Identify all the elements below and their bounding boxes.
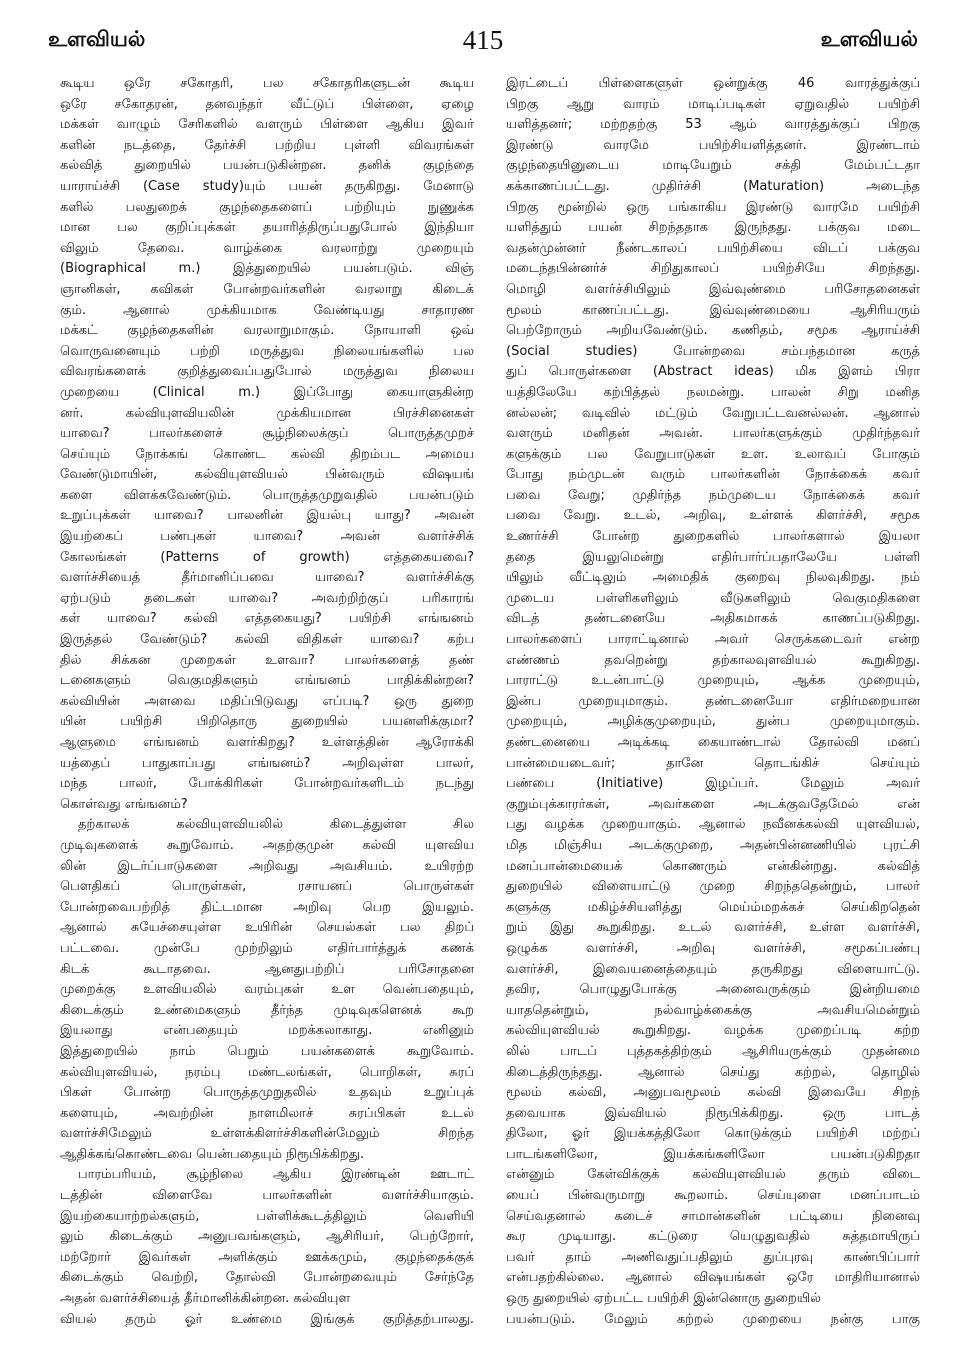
- text-line: போது நம்முடன் வரும் பாலர்களின் நோக்கைக் கவர்: [506, 467, 920, 483]
- text-line: தில் சிக்கன முறைகள் உளவா? பாலர்களைத் தண்: [60, 652, 474, 668]
- text-line: பிறகு ஆறு வாரம் மாடிப்படிகள் ஏறுவதில் பயிற்சி: [506, 96, 920, 112]
- text-line: கிடைக்கும் உண்மைகளும் தீர்ந்த முடிவுகளெனக் கூற: [60, 1002, 474, 1018]
- text-line: ஆதிக்கங்கொண்டவை யென்பதையும் நிரூபிக்கிறது.: [60, 1146, 365, 1162]
- text-line: மூலம் காணப்பட்டது. இவ்வுண்மையை ஆசிரியரும்: [506, 302, 920, 318]
- text-line: கிடைத்திருந்தது. ஆனால் செய்து கற்றல், தொழில்: [506, 1064, 920, 1080]
- text-line: இன்ப முறையுமாகும். தண்டனையோ எதிர்மறையான: [506, 693, 920, 709]
- running-title-right: உளவியல்: [820, 26, 918, 51]
- text-line: யாராய்ச்சி (Case study)யும் பயன் தருகிறது. மேனாடு: [60, 178, 474, 194]
- text-line: லும் கிடைக்கும் அனுபவங்களும், ஆசிரியர், பெற்றோர்,: [60, 1229, 474, 1245]
- text-line: னல்லன்; வடிவில் மட்டும் வேறுபட்டவனல்லன். ஆனால்: [506, 405, 920, 421]
- text-line: குழந்தையினுடைய மாடியேறும் சக்தி மேம்பட்டதா: [506, 158, 920, 174]
- text-line: பாலர்களைப் பாராட்டினால் அவர் செருக்கடைவர் என்ற: [506, 632, 920, 648]
- text-line: களின் நடத்தை, தேர்ச்சி பற்றிய புள்ளி விவரங்கள்: [60, 137, 474, 153]
- text-line: வியல் தரும் ஓர் உண்மை இங்குக் குறித்தற்பாலது.: [60, 1311, 474, 1327]
- text-line: மொழி வளர்ச்சியிலும் இவ்வுண்மை பரிசோதனைகள்: [506, 281, 920, 297]
- text-line: மான பல குறிப்புக்கள் தயாரித்திருப்பதுபோல் இந்தியா: [60, 220, 474, 236]
- text-line: யின் பயிற்சி பிறிதொரு துறையில் பயனளிக்குமா?: [60, 714, 474, 730]
- text-line: கோலங்கள் (Patterns of growth) எத்தகையவை?: [60, 549, 474, 565]
- text-line: ஒழுக்க வளர்ச்சி, அறிவு வளர்ச்சி, சமூகப்பண்பு: [506, 940, 920, 956]
- text-line: யாவை? பாலர்களைச் சூழ்நிலைக்குப் பொருத்தமுறச்: [60, 426, 474, 442]
- text-line: ஏற்படும் தடைகள் யாவை? அவற்றிற்குப் பரிகாரங்: [60, 590, 474, 606]
- text-line: கொள்வது எங்ஙனம்?: [60, 796, 188, 812]
- page-number: 415: [462, 24, 504, 55]
- text-line: ஆனால் சுயேச்சையுள்ள உயிரின் செயல்கள் பல திறப்: [60, 920, 474, 936]
- text-line: மந்த பாலர், போக்கிரிகள் போன்றவர்களிடம் நடந்து: [60, 776, 474, 792]
- text-line: வதன்முன்னர் நீண்டகாலப் பயிற்சியை விடப் பக்குவ: [506, 240, 920, 256]
- text-line: விலும் தேவை. வாழ்க்கை வரலாற்று முறையும்: [60, 240, 474, 256]
- text-line: டத்தின் விளைவே பாலர்களின் வளர்ச்சியாகும்.: [60, 1188, 474, 1204]
- text-line: பட்டவை. முன்பே முற்றிலும் எதிர்பார்த்துக் கணக்: [60, 940, 474, 956]
- right-column: [506, 74, 920, 1355]
- text-line: துப் பொருள்களை (Abstract ideas) மிக இளம் பிரா: [506, 364, 920, 380]
- text-line: வளரும் மனிதன் அவன். பாலர்களுக்கும் முதிர்ந்தவர்: [506, 426, 920, 442]
- text-line: பண்பை (Initiative) இழப்பர். மேலும் அவர்: [506, 776, 920, 792]
- text-line: கிடக் கூடாதவை. ஆனதுபற்றிப் பரிசோதனை: [60, 961, 474, 977]
- text-line: லில் பாடப் புத்தகத்திற்கும் ஆசிரியருக்கும் முதன்மை: [506, 1043, 920, 1059]
- text-line: யத்தைப் பாதுகாப்பது எங்ஙனம்? அறிவுள்ள பாலர்,: [60, 755, 474, 771]
- text-line: பவை வேறு. உடல், அறிவு, உள்ளக் கிளர்ச்சி, சமூக: [506, 508, 920, 524]
- text-line: திலோ, ஓர் இயக்கத்திலோ கொடுக்கும் பயிற்சி மற்றப்: [506, 1126, 920, 1142]
- text-line: றும் இது கூறுகிறது. உடல் வளர்ச்சி, உள்ள வளர்ச்சி,: [506, 920, 920, 936]
- text-line: உணர்ச்சி போன்ற துறைகளில் பாலர்களால் இயலா: [506, 529, 920, 545]
- text-line: மற்றோர் இவர்கள் அளிக்கும் ஊக்கமும், குழந்தைக்குக்: [60, 1249, 474, 1265]
- text-line: டனைகளும் வெகுமதிகளும் எங்ஙனம் பாதிக்கின்றன?: [60, 673, 474, 689]
- text-line: என்னும் கேள்விக்குக் கல்வியுளவியல் தரும் விடை: [506, 1167, 920, 1183]
- text-line: இரட்டைப் பிள்ளைகளுள் ஒன்றுக்கு 46 வாரத்துக்குப்: [506, 76, 920, 91]
- text-line: களுக்கும் பல வேறுபாடுகள் உள. உலாவப் போகும்: [506, 446, 920, 462]
- text-line: இயற்கையாற்றல்களும், பள்ளிக்கூடத்திலும் வெளியி: [60, 1208, 474, 1224]
- text-line: விடத் தண்டனையே அதிகமாகக் காணப்படுகிறது.: [506, 611, 920, 627]
- text-line: கூர முடியாது. கட்டுரை யெழுதுவதில் சுத்தமாயிருப்: [506, 1229, 920, 1245]
- text-line: தவையாக இவ்வியல் நிரூபிக்கிறது. ஒரு பாடத்: [506, 1105, 920, 1121]
- text-line: வொருவனையும் பற்றி மருத்துவ நிலையங்களில் பல: [60, 343, 474, 359]
- text-line: மித மிஞ்சிய அடக்குமுறை, அதன்பின்னணியில் புரட்சி: [506, 837, 920, 853]
- text-line: எண்ணம் தவறென்று தற்காலவுளவியல் கூறுகிறது.: [506, 652, 920, 668]
- text-line: யிலும் வீட்டிலும் அமைதிக் குறைவு நிலவுகிறது. நம்: [506, 570, 920, 586]
- text-line: மக்கட் குழந்தைகளின் வரலாறுமாகும். நோயாளி ஒவ்: [60, 323, 474, 339]
- text-line: பெற்றோரும் அறியவேண்டும். கணிதம், சமூக ஆராய்ச்சி: [506, 323, 920, 339]
- left-column: [60, 74, 474, 1355]
- text-line: பாரம்பரியம், சூழ்நிலை ஆகிய இரண்டின் ஊடாட்: [78, 1167, 474, 1183]
- text-line: முறைக்கு உளவியலில் வரம்புகள் உள வென்பதையும்,: [60, 982, 474, 998]
- text-line: களுக்கு மகிழ்ச்சியளித்து மெய்ம்மறக்கச் செய்கிறதென்: [506, 899, 920, 915]
- text-line: தற்காலக் கல்வியுளவியலில் கிடைத்துள்ள சில: [78, 817, 474, 833]
- text-line: லின் இடர்ப்பாடுகளை அறிவது அவசியம். உயிரற்ற: [60, 858, 474, 874]
- text-line: ஒரே சகோதரன், தனவந்தர் வீட்டுப் பிள்ளை, ஏழை: [60, 96, 474, 112]
- text-line: களில் பலதுறைக் குழந்தைகளைப் பற்றியும் நுணுக்க: [60, 199, 474, 215]
- text-line: பது வழக்க முறையாகும். ஆனால் நவீனக்கல்வி யுளவியல்,: [506, 817, 920, 833]
- text-line: முறையை (Clinical m.) இப்போது கையாளுகின்ற: [60, 384, 474, 400]
- text-line: மூலம் கல்வி, அனுபவமூலம் கல்வி இவையே சிறந்: [506, 1085, 920, 1101]
- running-title-left: உளவியல்: [48, 26, 146, 51]
- text-line: தவிர, பொழுதுபோக்கு அனைவருக்கும் இன்றியமை: [506, 982, 920, 998]
- page-header: [48, 22, 918, 58]
- text-line: இயலாது என்பதையும் மறக்கலாகாது. எனினும்: [60, 1023, 474, 1039]
- text-line: யத்திலேயே கற்பித்தல் நலமன்று. பாலன் சிறு மனித: [506, 384, 920, 400]
- text-columns: [60, 74, 920, 1355]
- text-line: ஆளுமை எங்ஙனம் வளர்கிறது? உள்ளத்தின் ஆரோக்கி: [60, 735, 474, 750]
- text-line: கள் யாவை? கல்வி எத்தகையது? பயிற்சி எங்ஙனம்: [60, 611, 474, 627]
- text-line: னர். கல்வியுளவியலின் முக்கியமான பிரச்சினைகள்: [60, 405, 474, 421]
- text-line: பாடங்களிலோ, இயக்கங்களிலோ பயன்படுகிறதா: [506, 1146, 920, 1162]
- text-line: களையும், அவற்றின் நாளமிலாச் சுரப்பிகள் உடல்: [60, 1105, 474, 1121]
- text-line: யாததென்றும், நல்வாழ்க்கைக்கு அவசியமென்றும்: [506, 1002, 920, 1018]
- text-line: போன்றவைபற்றித் திட்டமான அறிவு பெற இயலும்.: [60, 899, 474, 915]
- text-line: முறையும், அழிக்குமுறையும், துன்ப முறையுமாகும்.: [506, 714, 920, 730]
- text-line: (Social studies) போன்றவை சம்பந்தமான கருத்: [506, 343, 920, 359]
- text-line: வளர்ச்சியைத் தீர்மானிப்பவை யாவை? வளர்ச்சிக்கு: [60, 570, 474, 586]
- text-line: கக்காணப்பட்டது. முதிர்ச்சி (Maturation) அடைந்த: [506, 178, 920, 194]
- text-line: யளித்தனர்; மற்றதற்கு 53 ஆம் வாரத்துக்குப் பிறகு: [506, 117, 920, 133]
- text-line: கூடிய ஒரே சகோதரி, பல சகோதரிகளுடன் கூடிய: [60, 76, 474, 91]
- text-line: பவை வேறு; முதிர்ந்த நம்முடைய நோக்கைக் கவர்: [506, 487, 920, 503]
- text-line: ஒரு துறையில் ஏற்பட்ட பயிற்சி இன்னொரு துறையில்: [506, 1291, 821, 1307]
- text-line: கல்வியுளவியல், நரம்பு மண்டலங்கள், பொறிகள், சுரப்: [60, 1064, 474, 1080]
- text-line: என்பதற்கில்லை. ஆனால் விஷயங்கள் ஒரே மாதிரியானால்: [506, 1270, 920, 1286]
- text-line: உறுப்புக்கள் யாவை? பாலனின் இயல்பு யாது? அவன்: [60, 508, 474, 524]
- text-line: குறும்புக்காரர்கள், அவர்களை அடக்குவதேமேல் என்: [506, 796, 920, 812]
- text-line: பயன்படும். மேலும் கற்றல் முறையை நன்கு பாகு: [506, 1311, 920, 1327]
- text-line: செய்யும் நோக்கங் கொண்ட கல்வி திறம்பட அமைய: [60, 446, 474, 462]
- text-line: பிகள் போன்ற பொருத்தமுறுதலில் உதவும் உறுப்புக்: [60, 1085, 474, 1101]
- text-line: (Biographical m.) இத்துறையில் பயன்படும். விஞ்: [60, 261, 474, 277]
- text-line: இருத்தல் வேண்டும்? கல்வி விதிகள் யாவை? கற்ப: [60, 632, 474, 648]
- text-line: பவர் தாம் அணிவதுப்பதிலும் துப்புரவு காண்பிப்பார்: [506, 1249, 920, 1265]
- text-line: இரண்டு வாரமே பயிற்சியளித்தனர். இரண்டாம்: [506, 137, 920, 153]
- text-line: மனப்பான்மையைக் கொணரும் என்கின்றது. கல்வித்: [506, 858, 920, 874]
- text-line: வேண்டுமாயின், கல்வியுளவியல் பின்வரும் விஷயங்: [60, 467, 474, 483]
- text-line: தண்டனையை அடிக்கடி கையாண்டால் தோல்வி மனப்: [506, 735, 920, 750]
- text-line: வளர்ச்சி, இவையனைத்தையும் தருகிறது விளையாட்டு.: [506, 961, 920, 977]
- text-line: கும். ஆனால் முக்கியமாக வேண்டியது சாதாரண: [60, 302, 474, 318]
- text-line: யைப் பின்வருமாறு கூறலாம். செய்யுளை மனப்பாடம்: [506, 1188, 920, 1204]
- text-line: கிடைக்கும் வெற்றி, தோல்வி போன்றவையும் சேர்ந்தே: [60, 1270, 474, 1286]
- text-line: கல்வித் துறையில் பயன்படுகின்றன. தனிக் குழந்தை: [60, 158, 474, 174]
- text-line: யளித்தும் பயன் சிறந்ததாக இருந்தது. பக்குவ மடை: [506, 220, 920, 236]
- text-line: ததை இயலுமென்று எதிர்பார்ப்பதாலேயே பள்ளி: [506, 549, 920, 565]
- text-line: வளர்ச்சிமேலும் உள்ளக்கிளர்ச்சிகளின்மேலும் சிறந்த: [60, 1126, 474, 1142]
- text-line: களை விளக்கவேண்டும். பொருத்தமுறுவதில் பயன்படும்: [60, 487, 474, 503]
- text-line: முடிவுகளைக் கூறுவோம். அதற்குமுன் கல்வி யுளவிய: [60, 837, 474, 853]
- text-line: பௌதிகப் பொருள்கள், ரசாயனப் பொருள்கள்: [60, 879, 474, 895]
- text-line: விவரங்களைக் குறித்துவைப்பதுபோல் மருத்துவ நிலைய: [60, 364, 474, 380]
- text-line: பாராட்டு உடன்பாட்டு முறையும், ஆக்க முறையும்,: [506, 673, 920, 689]
- text-line: துறையில் விளையாட்டு முறை சிறந்ததென்றும், பாலர்: [506, 879, 920, 895]
- text-line: பான்மையடைவர்; தானே தொடங்கிச் செய்யும்: [506, 755, 920, 771]
- text-line: கல்வியின் அளவை மதிப்பிடுவது எப்படி? ஒரு துறை: [60, 693, 474, 709]
- text-line: பிறகு மூன்றில் ஒரு பங்காகிய இரண்டு வாரமே பயிற்சி: [506, 199, 920, 215]
- text-line: கல்வியுளவியல் கூறுகிறது. வழக்க முறைப்படி கற்ற: [506, 1023, 920, 1039]
- text-line: மடைந்தபின்னர்ச் சிறிதுகாலப் பயிற்சியே சிறந்தது.: [506, 261, 920, 277]
- text-line: அதன் வளர்ச்சியைத் தீர்மானிக்கின்றன. கல்வியுள: [60, 1291, 351, 1307]
- text-line: மக்கள் வாழும் சேரிகளில் வளரும் பிள்ளை ஆகிய இவர்: [60, 117, 474, 133]
- text-line: இத்துறையில் நாம் பெறும் பயன்களைக் கூறுவோம்.: [60, 1043, 474, 1059]
- text-line: முடைய பள்ளிகளிலும் வீடுகளிலும் வெகுமதிகளை: [506, 590, 920, 606]
- text-line: செய்வதனால் கடைச் சாமான்களின் பட்டியை நினைவு: [506, 1208, 920, 1224]
- text-line: ஞானிகள், கவிகள் போன்றவர்களின் வரலாறு கிடைக்: [60, 281, 474, 297]
- text-line: இயற்கைப் பண்புகள் யாவை? அவன் வளர்ச்சிக்: [60, 529, 474, 545]
